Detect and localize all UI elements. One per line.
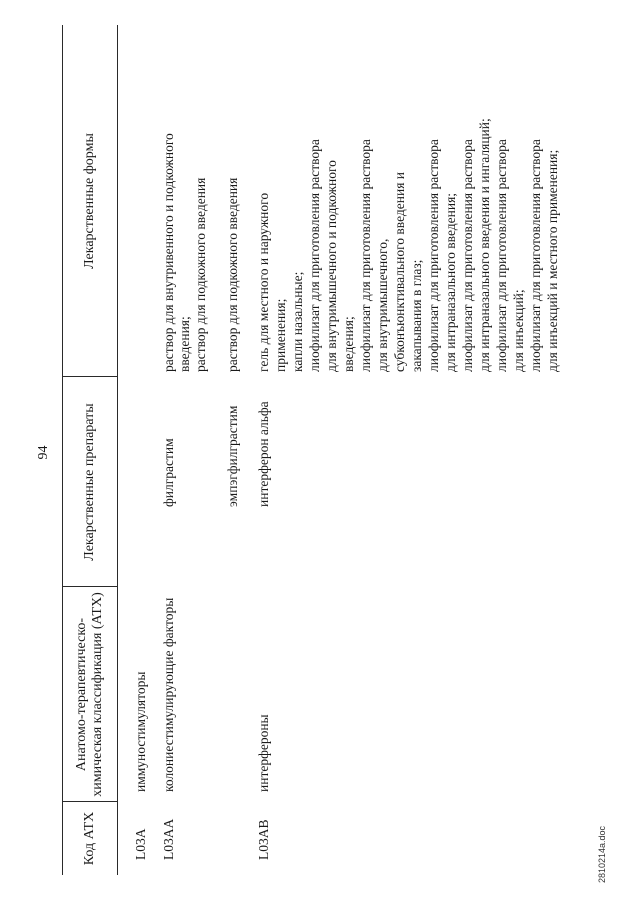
table-header-rule — [117, 25, 118, 875]
row-drug: интерферон альфа — [256, 401, 271, 507]
row-form-line: для внутримышечного и подкожного — [324, 160, 339, 372]
row-form-line: лиофилизат для приготовления раствора — [307, 139, 322, 372]
row-form-line: для внутримышечного, — [375, 238, 390, 372]
row-code: L03A — [133, 828, 148, 860]
row-code: L03AB — [256, 819, 271, 860]
row-class: иммуностимуляторы — [133, 671, 148, 792]
row-form-line: раствор для подкожного введения — [225, 177, 240, 372]
header-drugs: Лекарственные препараты — [81, 403, 97, 561]
row-form-line: применения; — [273, 298, 288, 372]
row-class: колониестимулирующие факторы — [161, 597, 176, 792]
header-forms: Лекарственные формы — [81, 133, 97, 269]
row-form-line: закапывания в глаз; — [409, 259, 424, 372]
row-form-line: гель для местного и наружного — [256, 192, 271, 372]
row-form-line: для инъекций; — [511, 289, 526, 372]
row-form-line: лиофилизат для приготовления раствора — [494, 139, 509, 372]
row-form-line: введения; — [341, 316, 356, 372]
page-number: 94 — [36, 445, 51, 460]
row-form-line: лиофилизат для приготовления раствора — [426, 139, 441, 372]
header-atc-code: Код АТХ — [81, 811, 97, 866]
row-form-line: для интраназального введения и ингаляций; — [477, 118, 492, 372]
row-form-line: для инъекций и местного применения; — [545, 149, 560, 372]
row-form-line: раствор для внутривенного и подкожного — [161, 133, 176, 372]
row-form-line: лиофилизат для приготовления раствора — [528, 139, 543, 372]
footer-filename: 2810214a.doc — [597, 825, 607, 883]
row-drug: филграстим — [161, 438, 176, 507]
row-form-line: лиофилизат для приготовления раствора — [358, 139, 373, 372]
row-code: L03AA — [161, 818, 176, 860]
row-drug: эмпэгфилграстим — [225, 405, 240, 507]
row-form-line: для интраназального введения; — [443, 192, 458, 372]
row-form-line: раствор для подкожного введения — [193, 177, 208, 372]
row-form-line: введения; — [177, 316, 192, 372]
row-form-line: субконъюнктивального введения и — [392, 171, 407, 372]
row-form-line: капли назальные; — [290, 271, 305, 372]
row-class: интерфероны — [256, 714, 271, 792]
row-form-line: лиофилизат для приготовления раствора — [460, 139, 475, 372]
header-classification: Анатомо-терапевтическо-химическая классификация (АТХ) — [73, 592, 105, 797]
